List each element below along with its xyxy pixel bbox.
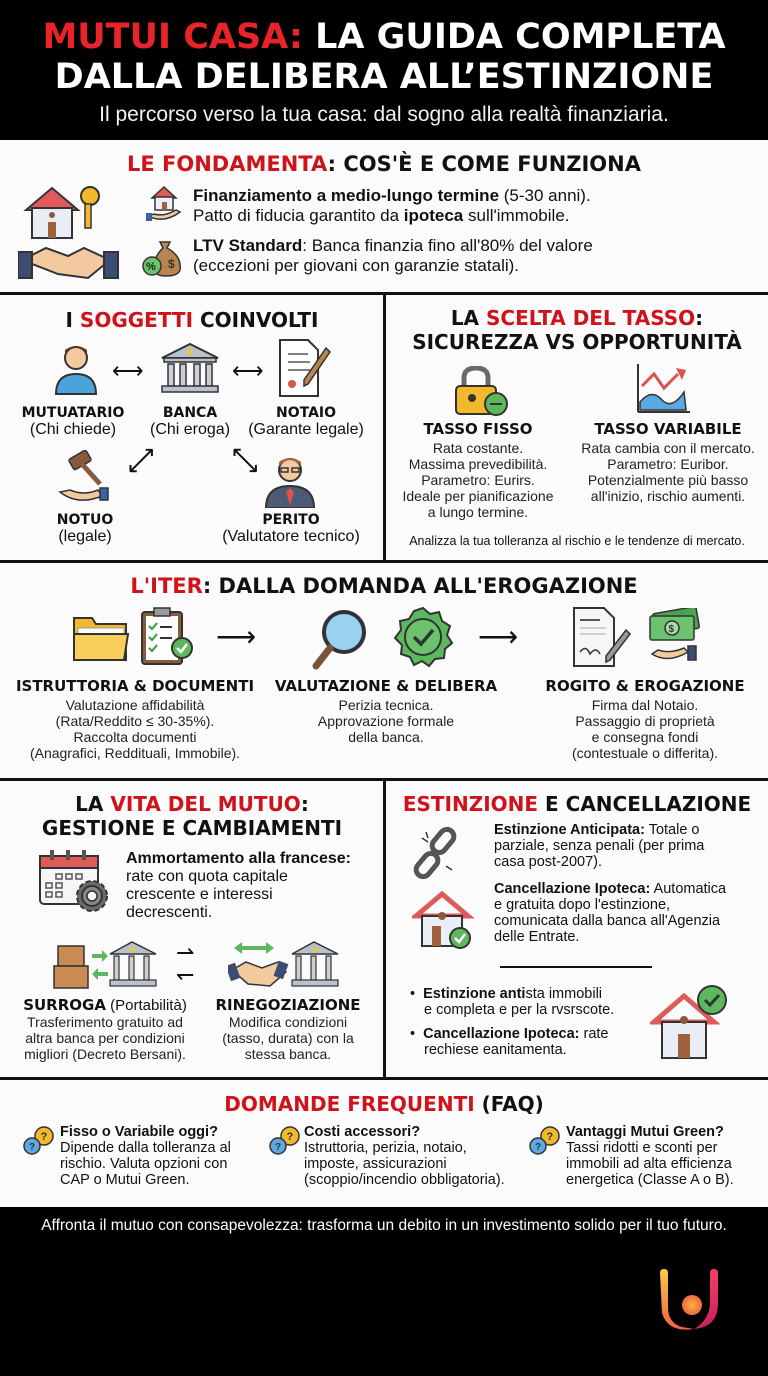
folder-icon <box>72 612 130 664</box>
person-icon <box>52 340 100 396</box>
broken-chain-icon <box>406 824 466 884</box>
actor-notaio: NOTAIO (Garante legale) <box>248 405 364 438</box>
section-title: LA VITA DEL MUTUO: GESTIONE E CAMBIAMENTI <box>41 792 343 840</box>
money-bag-icon <box>142 234 186 278</box>
section-title: L'ITER: DALLA DOMANDA ALL'EROGAZIONE <box>130 574 638 598</box>
bank-icon <box>158 340 222 396</box>
arrow-right-icon: ⟶ <box>216 621 257 652</box>
actor-notuo: NOTUO (legale) <box>56 512 114 545</box>
checklist-icon <box>140 606 194 666</box>
footer <box>0 1207 768 1376</box>
cancellazione-ipoteca: Cancellazione Ipoteca: Automatica e gratuita dopo l'estinzione, comunicata dalla banca all'Agenzia delle Entrate. <box>494 881 727 945</box>
svg-text:?: ? <box>546 1131 554 1143</box>
svg-text:$: $ <box>168 257 175 271</box>
handshake-bank-icon <box>228 940 344 990</box>
svg-text:?: ? <box>275 1142 282 1153</box>
exchange-arrows-icon: ⇀ ↽ <box>176 940 195 987</box>
arrow-right-icon: ⟶ <box>478 621 519 652</box>
svg-text:?: ? <box>40 1131 48 1143</box>
arrow-diagonal-icon: ⟷ <box>223 438 267 483</box>
subtitle: Il percorso verso la tua casa: dal sogno alla realtà finanziaria. <box>99 103 669 126</box>
house-check-icon <box>650 984 730 1062</box>
estinzione-anticipata: Estinzione Anticipata: Totale o parziale, senza penali (per prima casa post-2007). <box>494 822 705 870</box>
gavel-hand-icon <box>58 450 114 506</box>
arrow-diagonal-icon: ⟷ <box>119 438 163 483</box>
title-line-2: DALLA DELIBERA ALL’ESTINZIONE <box>54 57 714 97</box>
calendar-gear-icon <box>38 848 112 916</box>
surroga: SURROGA (Portabilità) Trasferimento gratuito ad altra banca per condizioni migliori (Decreto Bersani). <box>23 996 187 1062</box>
signed-contract-icon <box>570 606 634 670</box>
fondamenta-item-1: Finanziamento a medio-lungo termine (5-30 anni). Patto di fiducia garantito da ipoteca sull'immobile. <box>193 186 591 225</box>
rinegoziazione: RINEGOZIAZIONE Modifica condizioni (tasso, durata) con la stessa banca. <box>215 996 361 1062</box>
content-area: LE FONDAMENTA: COS'È E COME FUNZIONA Finanziamento a medio-lungo termine (5-30 anni). Patto di fiducia garantito da ipoteca sull'immobile. $ % LTV Standard: Banca finanzia fino all'80% del valore (eccezioni per giovani con garanzie statali). I SOGGETTI COINVOLTI ⟷ ⟷ MUTUATARIO (Chi chiede) BANCA (Chi eroga) NOTAIO (Garante legale) ⟷ ⟷ NOTUO (legale) PERITO (Valutatore tecnico) LA SCELTA DEL TASSO: SICUREZZA VS OPPORTUNITÀ TASSO FISSO Rata costante. Massima prevedibilità. Parametro: Eurirs. Ideale per pianificazione a lungo termine. TASSO VARIABILE Rata cambia con il mercato. Parametro: Euribor. Potenzialmente più basso all'inizio, rischio aumenti. Analizza la tua tolleranza al rischio e le tendenze di mercato. L'ITER: DALLA DOMANDA ALL'EROGAZIONE ⟶ ⟶ $ ISTRUTTORIA & DOCUMENTI Valutazione affidabilità (Rata/Reddito ≤ 30-35%). Raccolta documenti (Anagrafici, Reddituali, Immobile). VALUTAZIONE & DELIBERA Perizia tecnica. Approvazione formale della banca. ROGITO & EROGAZIONE Firma dal Notaio. Passaggio di proprietà e consegna fondi (contestuale o differita). LA VITA DEL MUTUO: GESTIONE E CAMBIAMENTI Ammortamento alla francese: rate con quota capitale crescente e interessi decrescenti. ⇀ ↽ SURROGA (Portabilità) Trasferimento gratuito ad altra banca per condizioni migliori (Decreto Bersani). RINEGOZIAZIONE Modifica condizioni (tasso, durata) con la stessa banca. ESTINZIONE E CANCELLAZIONE Estinzione Anticipata: Totale o parziale, senza penali (per prima casa post-2007). Cancellazione Ipoteca: Automatica e gratuita dopo l'estinzione, comunicata dalla banca all'Agenzia delle Entrate. • Estinzione antista immobili e completa e per la rvsrscote. • Cancellazione Ipoteca: rate rechiese eanitamenta. DOMANDE FREQUENTI (FAQ) ? ? Fisso o Variabile oggi? Dipende dalla tolleranza al rischio. Valuta opzioni con CAP o Mutui Green. ? ? Costi accessori? Istruttoria, perizia, notaio, imposte, assicurazioni (scoppio/incendio obbligatoria). ? ? Vantaggi Mutui Green? Tassi ridotti e sconti per immobili ad alta efficienza energetica (Classe A o B). <box>0 140 768 1207</box>
iter-step-2: VALUTAZIONE & DELIBERA Perizia tecnica. Approvazione formale della banca. <box>274 677 498 745</box>
svg-text:?: ? <box>29 1142 36 1153</box>
section-title: LA SCELTA DEL TASSO: SICUREZZA VS OPPORTUNITÀ <box>412 306 742 354</box>
title-line-1: MUTUI CASA: LA GUIDA COMPLETA <box>42 17 726 57</box>
section-title: LE FONDAMENTA: COS'È E COME FUNZIONA <box>126 152 641 176</box>
bullet-item: • Cancellazione Ipoteca: rate <box>410 1026 609 1042</box>
actor-banca: BANCA (Chi eroga) <box>149 405 231 438</box>
padlock-icon <box>452 366 508 416</box>
boxes-transfer-icon <box>52 940 164 990</box>
arrow-both-icon: ⟷ <box>112 358 144 383</box>
separator <box>500 966 652 968</box>
rising-chart-icon <box>636 362 692 414</box>
ammortamento-text: Ammortamento alla francese: rate con quota capitale crescente e interessi decrescenti. <box>126 850 351 921</box>
house-key-handshake-icon <box>18 182 130 282</box>
contract-pen-icon <box>276 338 332 398</box>
svg-text:?: ? <box>535 1142 542 1153</box>
fondamenta-item-2: LTV Standard: Banca finanzia fino all'80% del valore (eccezioni per giovani con garanzie statali). <box>193 236 593 275</box>
estinzione-bullets: • Estinzione antista immobili e completa e per la rvsrscote. • Cancellazione Ipoteca: rate rechiese eanitamenta. <box>410 986 615 1058</box>
bullet-item: • Estinzione antista immobili <box>410 986 603 1002</box>
magnifier-icon <box>312 608 370 670</box>
section-title: DOMANDE FREQUENTI (FAQ) <box>224 1092 544 1116</box>
footer-message: Affronta il mutuo con consapevolezza: trasforma un debito in un investimento solido per il tuo futuro. <box>41 1217 727 1234</box>
actor-mutuatario: MUTUATARIO (Chi chiede) <box>21 405 125 438</box>
svg-text:?: ? <box>286 1131 294 1143</box>
arrow-both-icon: ⟷ <box>232 358 264 383</box>
question-bubble-icon <box>268 1126 300 1156</box>
tasso-variabile: TASSO VARIABILE Rata cambia con il mercato. Parametro: Euribor. Potenzialmente più basso all'inizio, rischio aumenti. <box>581 420 755 504</box>
question-bubble-icon <box>22 1126 54 1156</box>
question-bubble-icon <box>528 1126 560 1156</box>
tasso-fisso: TASSO FISSO Rata costante. Massima prevedibilità. Parametro: Eurirs. Ideale per pianificazione a lungo termine. <box>402 420 554 520</box>
svg-text:%: % <box>146 261 156 273</box>
cash-hand-icon <box>644 608 702 666</box>
iter-step-3: ROGITO & EROGAZIONE Firma dal Notaio. Passaggio di proprietà e consegna fondi (contestuale o differita). <box>545 677 745 761</box>
header <box>0 0 768 140</box>
brand-logo <box>654 1267 724 1337</box>
house-check-icon <box>412 890 476 950</box>
actor-perito: PERITO (Valutatore tecnico) <box>222 512 360 545</box>
approved-badge-icon <box>392 606 454 668</box>
appraiser-icon <box>262 452 318 508</box>
tasso-note: Analizza la tua tolleranza al rischio e le tendenze di mercato. <box>409 534 745 548</box>
iter-step-1: ISTRUTTORIA & DOCUMENTI Valutazione affidabilità (Rata/Reddito ≤ 30-35%). Raccolta documenti (Anagrafici, Reddituali, Immobile). <box>15 677 255 761</box>
house-hand-icon <box>146 184 182 224</box>
section-title: ESTINZIONE E CANCELLAZIONE <box>402 792 752 816</box>
section-title: I SOGGETTI COINVOLTI <box>65 308 319 332</box>
svg-text:$: $ <box>668 624 675 635</box>
